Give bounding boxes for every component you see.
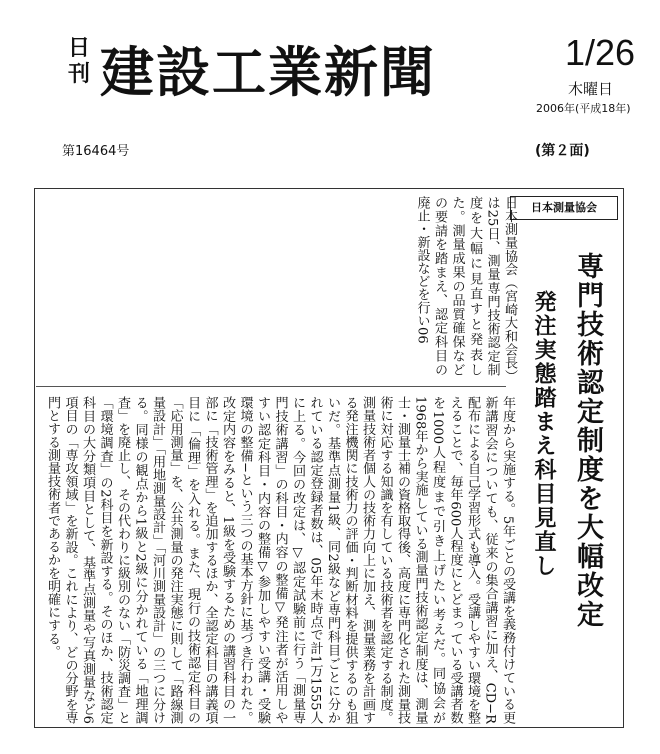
masthead-small-label: 日刊 [67,36,90,87]
page-label: (第２面) [535,143,590,159]
article-divider [36,386,506,387]
article-lead-paragraph: 日本測量協会（宮崎大和会長）は25日、測量専門技術認定制度を大幅に見直すと発表した。測量成果の品質確保などの要請を踏まえ、認定科目の廃止・新設などを行い06 [414,196,517,376]
issue-date: 1/26 [565,32,636,73]
masthead-title: 建設工業新聞 [100,41,436,104]
issue-year: 2006年(平成18年) [536,102,631,115]
issue-number: 第16464号 [62,144,130,159]
organization-label: 日本測量協会 [510,196,618,220]
headline-sub: 発注実態踏まえ科目見直し [531,290,556,578]
article-body-text: 年度から実施する。5年ごとの受講を義務付けている更新講習会についても、従来の集合講習に加え、CD−R配布による自己学習形式も導入。受講しやすい環境を整えることで、毎年600人程度にとどまっている受講者数を1000人程度まで引き上げたい考えだ。同協会が1968年から実施している測量門技術認定制度は、測量士・測量士補の資格取得後、高度に専門化された測量技術に対応する知識を有している技術者を認定する制度。測量技術者個人の技術力向上に加え、測量業務を計画する発注機関に技術力の評価・判断材料を提供するのも狙いだ。基準点測量1級、同2級など専門科目ごとに分かれている認定登録者数は、05年末時点で計1万1555人に上る。今回の改定は、▽認定試験前に行う「測量専門技術講習」の科目・内容の整備▽発注者が活用しやすい認定科目・内容の整備▽参加しやすい受講・受験環境の整備−という三つの基本方針に基づき行われた。改定内容をみると、1級を受験するための講習科目の一部に「技術管理」を追加するほか、全認定科目の講義項目に「倫理」を入れる。また、現行の技術認定科目の「応用測量」を、公共測量の発注実態に則して「路線測量設計」「用地測量設計」「河川測量設計」の三つに分ける。同様の観点から1級と2級に分かれている「地理調査」を廃止し、その代わりに級別のない「防災調査」と「環境調査」の2科目を新設する。そのほか、技術認定科目の大分類項目として、基準点測量や写真測量など6項目の「専攻領域」を新設。これにより、どの分野を専門とする測量技術者であるかを明確にする。 [45,396,515,724]
issue-weekday: 木曜日 [568,80,614,98]
headline-main: 専門技術認定制度を大幅改定 [572,252,603,629]
